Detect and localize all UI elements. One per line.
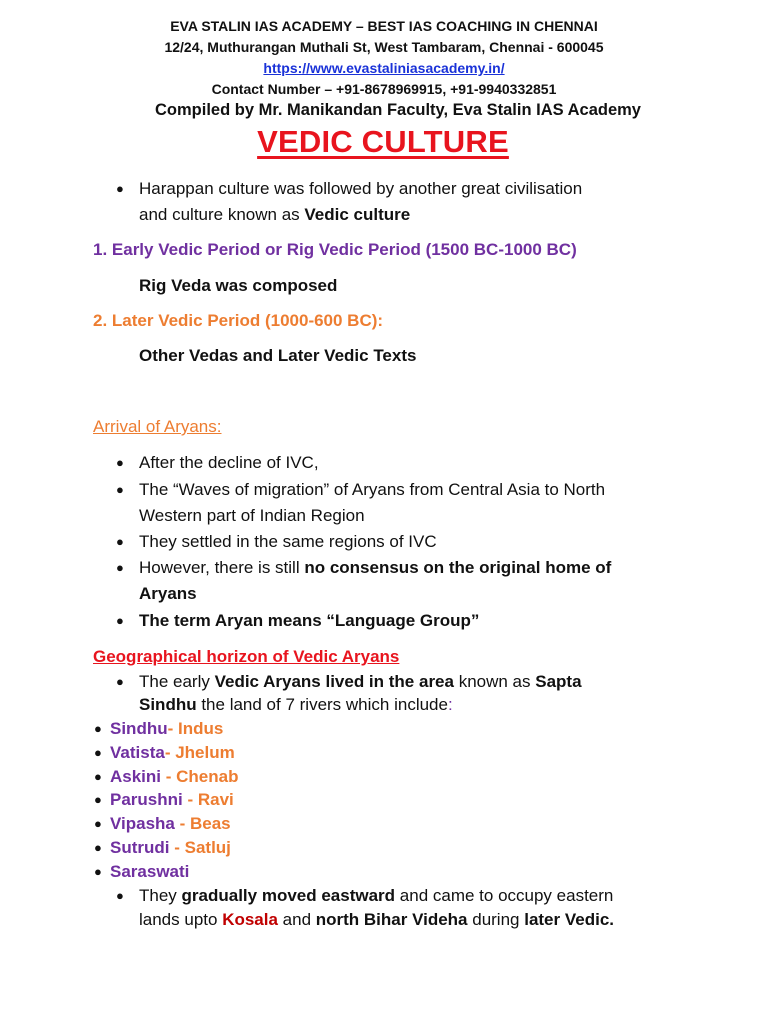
early-vedic-note: Rig Veda was composed [139,276,338,295]
academy-name: EVA STALIN IAS ACADEMY – BEST IAS COACHING IN CHENNAI [170,18,598,34]
bullet-dot: ● [116,534,124,549]
geo-bullet-2-cont: lands upto Kosala and north Bihar Videha during later Vedic. [139,910,614,929]
academy-url-line [0,58,768,78]
academy-url-link[interactable]: https://www.evastaliniasacademy.in/ [263,60,505,76]
bullet-dot: ● [116,482,124,497]
arrival-bullet-2-cont: Western part of Indian Region [139,506,365,525]
academy-address: 12/24, Muthurangan Muthali St, West Tambaram, Chennai - 600045 [164,39,604,55]
bullet-dot: ● [116,674,124,689]
river-item: Parushni - Ravi [110,790,234,809]
arrival-bullet-4-cont: Aryans [139,584,197,603]
river-item: Sutrudi - Satluj [110,838,231,857]
later-vedic-note: Other Vedas and Later Vedic Texts [139,346,417,365]
geo-bullet-1: The early Vedic Aryans lived in the area known as Sapta [139,672,582,691]
early-vedic-heading: 1. Early Vedic Period or Rig Vedic Period (1500 BC-1000 BC) [93,240,577,259]
intro-line-1: Harappan culture was followed by another great civilisation [139,179,583,198]
river-bullet: ● [94,745,102,760]
contact-number: Contact Number – +91-8678969915, +91-9940332851 [211,81,557,97]
geo-bullet-2: They gradually moved eastward and came to occupy eastern [139,886,614,905]
river-item: Saraswati [110,862,190,881]
compiled-by: Compiled by Mr. Manikandan Faculty, Eva Stalin IAS Academy [155,101,641,119]
arrival-bullet-4: However, there is still no consensus on the original home of [139,558,612,577]
arrival-bullet-3: They settled in the same regions of IVC [139,532,437,551]
river-bullet: ● [94,864,102,879]
river-bullet: ● [94,816,102,831]
river-bullet: ● [94,840,102,855]
river-item: Sindhu- Indus [110,719,224,738]
intro-line-2: and culture known as Vedic culture [139,205,411,224]
bullet-dot: ● [116,560,124,575]
geo-bullet-1-cont: Sindhu the land of 7 rivers which include: [139,695,453,714]
bullet-dot: ● [116,613,124,628]
later-vedic-heading: 2. Later Vedic Period (1000-600 BC): [93,311,384,330]
arrival-heading: Arrival of Aryans: [93,417,222,436]
river-item: Askini - Chenab [110,767,239,786]
arrival-bullet-5: The term Aryan means “Language Group” [139,611,480,630]
river-bullet: ● [94,792,102,807]
bullet-dot: ● [116,455,124,470]
river-item: Vatista- Jhelum [110,743,235,762]
page-title: VEDIC CULTURE [257,124,509,159]
arrival-bullet-2: The “Waves of migration” of Aryans from Central Asia to North [139,480,606,499]
river-bullet: ● [94,769,102,784]
arrival-bullet-1: After the decline of IVC, [139,453,319,472]
river-item: Vipasha - Beas [110,814,231,833]
bullet-dot: ● [116,888,124,903]
geo-heading: Geographical horizon of Vedic Aryans [93,647,400,666]
river-bullet: ● [94,721,102,736]
bullet-dot: ● [116,181,124,196]
